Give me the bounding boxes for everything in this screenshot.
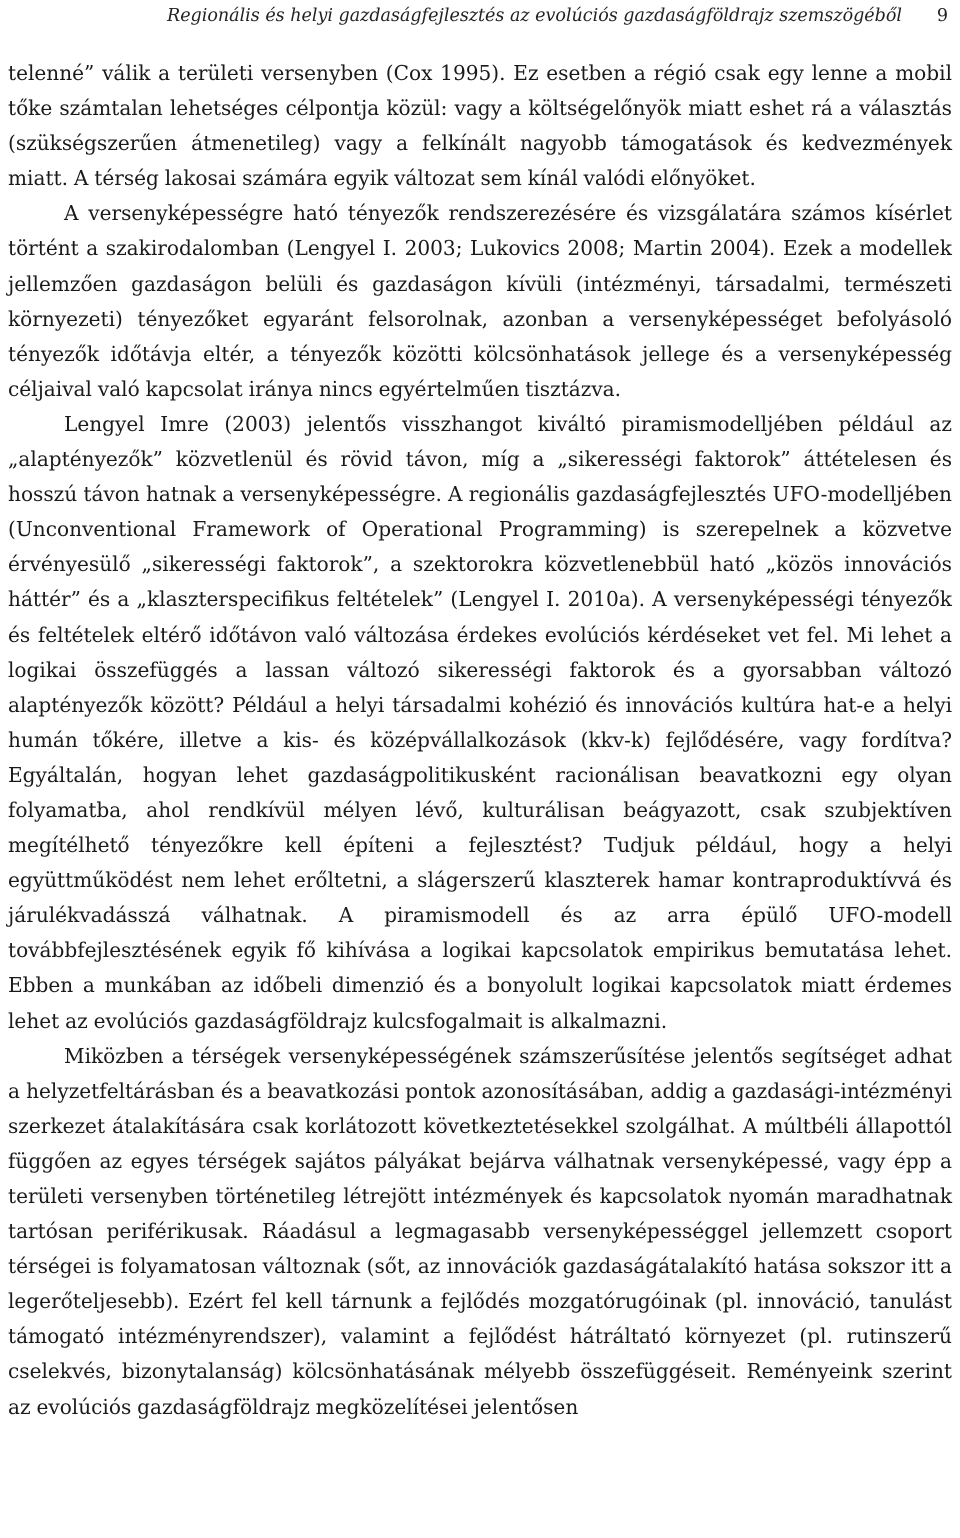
paragraph-2: A versenyképességre ható tényezők rendszerezésére és vizsgálatára számos kísérlet történt a szakirodalomban (Lengyel I. 2003; Lukovics 2008; Martin 2004). Ezek a modellek jellemzően gazdaságon belüli és gazdaságon kívüli (intézményi, társadalmi, természeti környezeti) tényezőket egyaránt felsorolnak, azonban a versenyképességet befolyásoló tényezők időtávja eltér, a tényezők közötti kölcsönhatások jellege és a versenyképesség céljaival való kapcsolat iránya nincs egyértelműen tisztázva. <box>8 201 952 401</box>
running-header <box>8 4 952 28</box>
paragraph-1: telenné” válik a területi versenyben (Cox 1995). Ez esetben a régió csak egy lenne a mobil tőke számtalan lehetséges célpontja közül: vagy a költségelőnyök miatt eshet rá a választás (szükségszerűen átmenetileg) vagy a felkínált nagyobb támogatások és kedvezmények miatt. A térség lakosai számára egyik változat sem kínál valódi előnyöket. <box>8 61 952 191</box>
paragraph-3: Lengyel Imre (2003) jelentős visszhangot kiváltó piramismodelljében például az „alaptényezők” közvetlenül és rövid távon, míg a „sikerességi faktorok” áttételesen és hosszú távon hatnak a versenyképességre. A regionális gazdaságfejlesztés UFO-modelljében (Unconventional Framework of Operational Programming) is szerepelnek a közvetve érvényesülő „sikerességi faktorok”, a szektorokra közvetlenebbül ható „közös innovációs háttér” és a „klaszterspecifikus feltételek” (Lengyel I. 2010a). A versenyképességi tényezők és feltételek eltérő időtávon való változása érdekes evolúciós kérdéseket vet fel. Mi lehet a logikai összefüggés a lassan változó sikerességi faktorok és a gyorsabban változó alaptényezők között? Például a helyi társadalmi kohézió és innovációs kultúra hat-e a helyi humán tőkére, illetve a kis- és középvállalkozások (kkv-k) fejlődésére, vagy fordítva? Egyáltalán, hogyan lehet gazdaságpolitikusként racionálisan beavatkozni egy olyan folyamatba, ahol rendkívül mélyen lévő, kulturálisan beágyazott, csak szubjektíven megítélhető tényezőkre kell építeni a fejlesztést? Tudjuk például, hogy a helyi együttműködést nem lehet erőltetni, a slágerszerű klaszterek hamar kontraproduktívvá és járulékvadásszá válhatnak. A piramismodell és az arra épülő UFO-modell továbbfejlesztésének egyik fő kihívása a logikai kapcsolatok empirikus bemutatása lehet. Ebben a munkában az időbeli dimenzió és a bonyolult logikai kapcsolatok miatt érdemes lehet az evolúciós gazdaságföldrajz kulcsfogalmait is alkalmazni. <box>8 411 952 1033</box>
document-page <box>8 0 952 1538</box>
paragraph-4: Miközben a térségek versenyképességének számszerűsítése jelentős segítséget adhat a helyzetfeltárásban és a beavatkozási pontok azonosításában, addig a gazdasági-intézményi szerkezet átalakítására csak korlátozott következtetésekkel szolgálhat. A múltbéli állapottól függően az egyes térségek sajátos pályákat bejárva válhatnak versenyképessé, vagy épp a területi versenyben történetileg létrejött intézmények és kapcsolatok nyomán maradhatnak tartósan periférikusak. Ráadásul a legmagasabb versenyképességgel jellemzett csoport térségei is folyamatosan változnak (sőt, az innovációk gazdaságátalakító hatása sokszor itt a legerőteljesebb). Ezért fel kell tárnunk a fejlődés mozgatórugóinak (pl. innováció, tanulást támogató intézményrendszer), valamint a fejlődést hátráltató környezet (pl. rutinszerű cselekvés, bizonytalanság) kölcsönhatásának mélyebb összefüggéseit. Reményeink szerint az evolúciós gazdaságföldrajz megközelítései jelentősen <box>8 1043 952 1419</box>
body-text <box>8 56 952 1425</box>
running-title: Regionális és helyi gazdaságfejlesztés az evolúciós gazdaságföldrajz szemszögéből <box>167 6 902 26</box>
page-number: 9 <box>936 6 948 26</box>
